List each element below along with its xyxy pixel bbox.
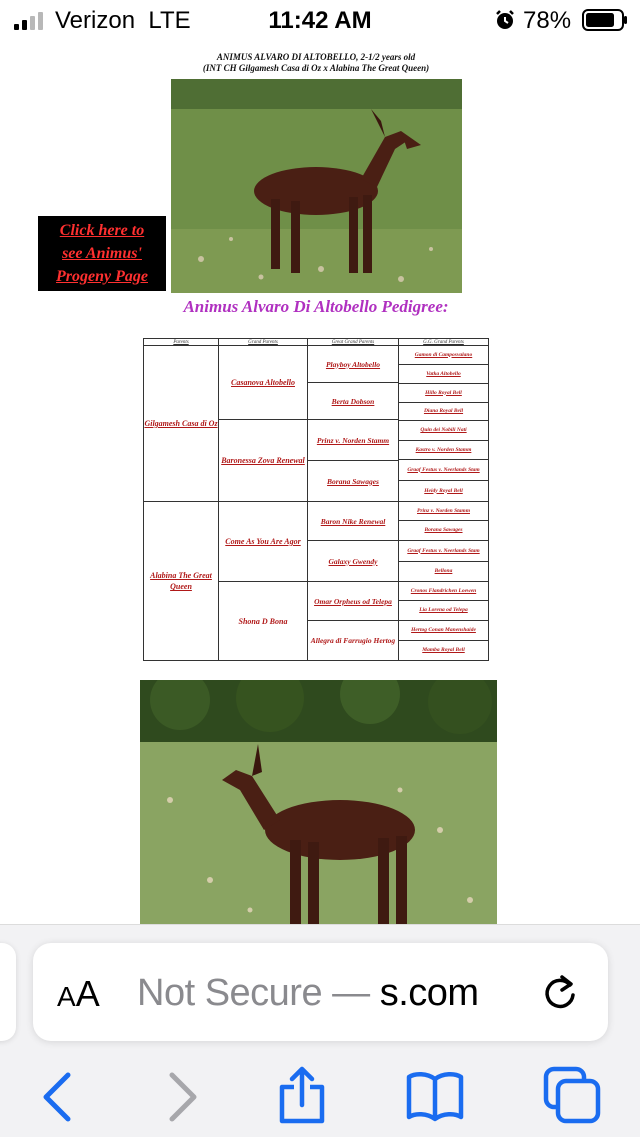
pedigree-title: Animus Alvaro Di Altobello Pedigree:: [183, 297, 449, 316]
pedigree-gg-grand-parent[interactable]: Heidy Royal Bell: [398, 480, 489, 502]
header-parents: Parents: [143, 338, 219, 346]
pedigree-gg-grand-parent[interactable]: Mamba Royal Bell: [398, 640, 489, 661]
url-domain: s.com: [379, 972, 479, 1014]
status-bar: [0, 0, 640, 40]
pedigree-gg-grand-parent[interactable]: Lia Lorena od Telepa: [398, 600, 489, 621]
dog-parents-caption: (INT CH Gilgamesh Casa di Oz x Alabina The Great Queen): [202, 63, 430, 73]
book-icon[interactable]: [403, 1065, 467, 1125]
previous-tab-peek[interactable]: [0, 943, 16, 1041]
progeny-link-line-1: Click here to: [59, 222, 145, 239]
dog-photo-top: [171, 79, 462, 293]
pedigree-great-grand-parent[interactable]: Berta Dobson: [307, 382, 399, 420]
pedigree-gg-grand-parent[interactable]: Cronos Flandrichen Loewen: [398, 581, 489, 601]
pedigree-great-grand-parent[interactable]: Omar Orpheus od Telepa: [307, 581, 399, 621]
pedigree-great-grand-parent[interactable]: Baron Nike Renewal: [307, 501, 399, 541]
pedigree-great-grand-parent[interactable]: Playboy Altobello: [307, 345, 399, 383]
pedigree-parent-sire[interactable]: Gilgamesh Casa di Oz: [143, 345, 219, 502]
alarm-icon: [494, 9, 516, 31]
pedigree-gg-grand-parent[interactable]: Vatka Altobello: [398, 364, 489, 384]
pedigree-gg-grand-parent[interactable]: Prinz v. Norden Stamm: [398, 501, 489, 521]
pedigree-gg-grand-parent[interactable]: Bellona: [398, 561, 489, 582]
pedigree-great-grand-parent[interactable]: Prinz v. Norden Stamm: [307, 419, 399, 461]
pedigree-parent-dam[interactable]: Alabina The Great Queen: [143, 501, 219, 661]
chevron-left-icon[interactable]: [24, 1065, 88, 1125]
progeny-link-line-2: see Animus': [62, 245, 142, 262]
pedigree-great-grand-parent: Allegra di Farrugio Hertog: [307, 620, 399, 661]
pedigree-great-grand-parent[interactable]: Borana Sawages: [307, 460, 399, 502]
pedigree-table: [143, 338, 489, 661]
pedigree-gg-grand-parent[interactable]: Hertog Conan Manenshaide: [398, 620, 489, 641]
dog-name-caption: ANIMUS ALVARO DI ALTOBELLO, 2-1/2 years old: [216, 52, 416, 62]
pedigree-gg-grand-parent[interactable]: Hillo Royal Bell: [398, 383, 489, 403]
reload-icon[interactable]: [538, 971, 582, 1015]
tabs-icon[interactable]: [540, 1065, 604, 1125]
dog-photo-bottom: [140, 680, 497, 924]
browser-toolbar: [0, 924, 640, 1137]
url-display[interactable]: [137, 972, 479, 1015]
pedigree-gg-grand-parent[interactable]: Borana Sawages: [398, 520, 489, 541]
pedigree-grand-parent: Shona D Bona: [218, 581, 308, 661]
pedigree-gg-grand-parent[interactable]: Graaf Festus v. Neerlands Stam: [398, 459, 489, 481]
pedigree-gg-grand-parent[interactable]: Gamon di Camposvalano: [398, 345, 489, 365]
pedigree-grand-parent[interactable]: Come As You Are Agor: [218, 501, 308, 582]
pedigree-grand-parent[interactable]: Casanova Altobello: [218, 345, 308, 420]
pedigree-great-grand-parent[interactable]: Galaxy Gwendy: [307, 540, 399, 582]
reader-text-settings-button[interactable]: AA: [57, 973, 100, 1014]
address-bar[interactable]: [33, 943, 608, 1041]
share-icon[interactable]: [270, 1065, 334, 1125]
pedigree-grand-parent[interactable]: Baronessa Zova Renewal: [218, 419, 308, 502]
pedigree-gg-grand-parent[interactable]: Quin dei Nobili Nati: [398, 420, 489, 441]
battery-percent: 78%: [523, 7, 572, 34]
pedigree-gg-grand-parent[interactable]: Graaf Festus v. Neerlands Stam: [398, 540, 489, 562]
chevron-right-icon[interactable]: [150, 1065, 214, 1125]
header-grand-parents: Grand Parents: [218, 338, 308, 346]
progeny-page-link[interactable]: [38, 216, 166, 291]
battery-icon: [582, 9, 628, 31]
pedigree-gg-grand-parent[interactable]: Kastro v. Norden Stamm: [398, 440, 489, 460]
web-page-content: [0, 40, 640, 924]
pedigree-gg-grand-parent[interactable]: Diana Royal Bell: [398, 402, 489, 421]
not-secure-label: Not Secure —: [137, 972, 370, 1014]
header-gg-grand-parents: G.G. Grand Parents: [398, 338, 489, 346]
progeny-link-line-3: Progeny Page: [56, 268, 148, 285]
carrier-label: Verizon LTE: [55, 7, 191, 34]
status-time: 11:42 AM: [268, 7, 372, 34]
header-great-grand-parents: Great Grand Parents: [307, 338, 399, 346]
